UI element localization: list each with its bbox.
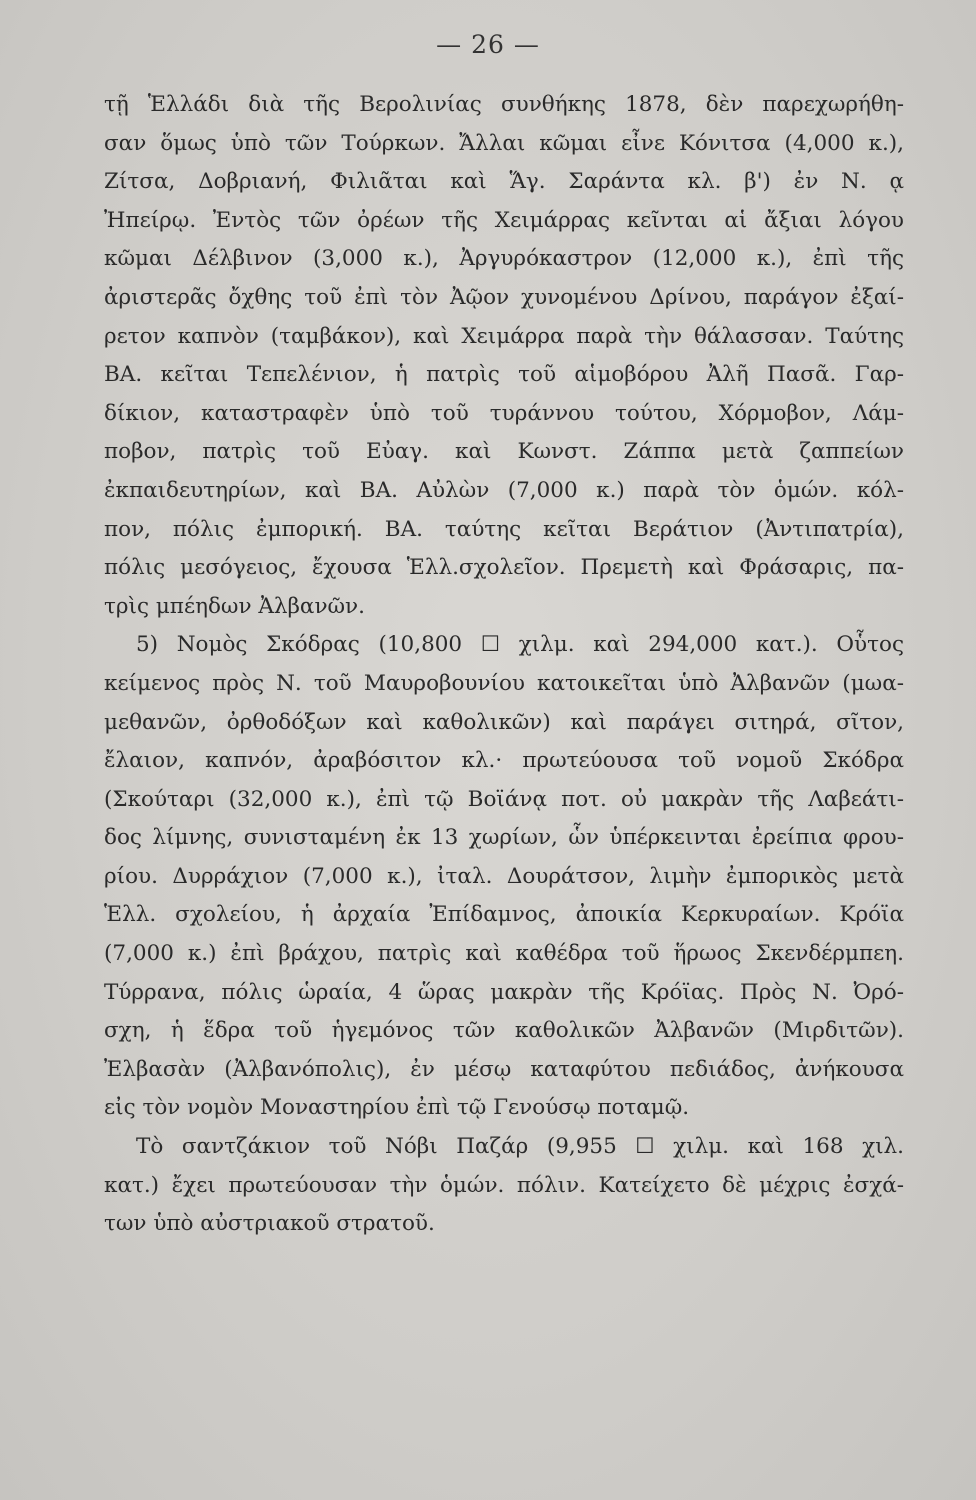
- text-line: τρὶς μπέηδων Ἀλβανῶν.: [104, 593, 365, 619]
- text-line: των ὑπὸ αὐστριακοῦ στρατοῦ.: [104, 1211, 435, 1237]
- text-line: κῶμαι Δέλβινον (3,000 κ.), Ἀργυρόκαστρον (12,000 κ.), ἐπὶ τῆς: [104, 246, 904, 272]
- text-line: Ζίτσα, Δοβριανή, Φιλιᾶται καὶ Ἅγ. Σαράντα κλ. β') ἐν Ν. ᾳ: [104, 169, 904, 195]
- body-text: [104, 86, 904, 1244]
- text-line: ρίου. Δυρράχιον (7,000 κ.), ἰταλ. Δουράτσον, λιμὴν ἐμπορικὸς μετὰ: [104, 863, 904, 889]
- text-line: πον, πόλις ἐμπορική. ΒΑ. ταύτης κεῖται Βεράτιον (Ἀντιπατρία),: [104, 516, 904, 542]
- text-line: ἀριστερᾶς ὄχθης τοῦ ἐπὶ τὸν Ἀῷον χυνομένου Δρίνου, παράγον ἐξαί-: [104, 284, 904, 310]
- text-line: κείμενος πρὸς Ν. τοῦ Μαυροβουνίου κατοικεῖται ὑπὸ Ἀλβανῶν (μωα-: [104, 670, 904, 696]
- text-line: σχη, ἡ ἕδρα τοῦ ἡγεμόνος τῶν καθολικῶν Ἀλβανῶν (Μιρδιτῶν).: [104, 1018, 904, 1044]
- text-line: δος λίμνης, συνισταμένη ἐκ 13 χωρίων, ὧν ὑπέρκεινται ἐρείπια φρου-: [104, 825, 904, 851]
- text-line: ἐκπαιδευτηρίων, καὶ ΒΑ. Αὐλὼν (7,000 κ.) παρὰ τὸν ὁμών. κόλ-: [104, 477, 904, 503]
- text-line: ΒΑ. κεῖται Τεπελένιον, ἡ πατρὶς τοῦ αἱμοβόρου Ἀλῆ Πασᾶ. Γαρ-: [104, 362, 904, 388]
- text-line: ἔλαιον, καπνόν, ἀραβόσιτον κλ.· πρωτεύουσα τοῦ νομοῦ Σκόδρα: [104, 748, 904, 774]
- text-line: κατ.) ἔχει πρωτεύουσαν τὴν ὁμών. πόλιν. Κατείχετο δὲ μέχρις ἐσχά-: [104, 1172, 904, 1198]
- text-line: δίκιον, καταστραφὲν ὑπὸ τοῦ τυράννου τούτου, Χόρμοβον, Λάμ-: [104, 400, 904, 426]
- text-line: Τὸ σαντζάκιον τοῦ Νόβι Παζάρ (9,955 ☐ χιλμ. καὶ 168 χιλ.: [136, 1134, 904, 1160]
- text-line: Ἠπείρῳ. Ἐντὸς τῶν ὀρέων τῆς Χειμάρρας κεῖνται αἱ ἄξιαι λόγου: [104, 207, 904, 233]
- text-line: (7,000 κ.) ἐπὶ βράχου, πατρὶς καὶ καθέδρα τοῦ ἥρωος Σκενδέρμπεη.: [104, 941, 904, 967]
- text-line: Τύρρανα, πόλις ὡραία, 4 ὥρας μακρὰν τῆς Κρόϊας. Πρὸς Ν. Ὀρό-: [104, 979, 904, 1005]
- text-line: 5) Νομὸς Σκόδρας (10,800 ☐ χιλμ. καὶ 294,000 κατ.). Οὗτος: [136, 632, 904, 658]
- text-line: σαν ὅμως ὑπὸ τῶν Τούρκων. Ἄλλαι κῶμαι εἶνε Κόνιτσα (4,000 κ.),: [104, 130, 904, 156]
- text-line: εἰς τὸν νομὸν Μοναστηρίου ἐπὶ τῷ Γενούσῳ ποταμῷ.: [104, 1095, 690, 1121]
- text-line: πόλις μεσόγειος, ἔχουσα Ἑλλ.σχολεῖον. Πρεμετὴ καὶ Φράσαρις, πα-: [104, 555, 904, 581]
- text-line: μεθανῶν, ὀρθοδόξων καὶ καθολικῶν) καὶ παράγει σιτηρά, σῖτον,: [104, 709, 904, 735]
- text-line: (Σκούταρι (32,000 κ.), ἐπὶ τῷ Βοϊάνᾳ ποτ. οὐ μακρὰν τῆς Λαβεάτι-: [104, 786, 904, 812]
- text-line: ποβον, πατρὶς τοῦ Εὐαγ. καὶ Κωνστ. Ζάππα μετὰ ζαππείων: [104, 439, 904, 465]
- text-line: ρετον καπνὸν (ταμβάκον), καὶ Χειμάρρα παρὰ τὴν θάλασσαν. Ταύτης: [104, 323, 904, 349]
- text-line: τῇ Ἑλλάδι διὰ τῆς Βερολινίας συνθήκης 1878, δὲν παρεχωρήθη-: [104, 92, 904, 117]
- text-line: Ἐλβασὰν (Ἀλβανόπολις), ἐν μέσῳ καταφύτου πεδιάδος, ἀνήκουσα: [104, 1056, 904, 1082]
- page-number: — 26 —: [436, 30, 540, 59]
- text-line: Ἑλλ. σχολείου, ἡ ἀρχαία Ἐπίδαμνος, ἀποικία Κερκυραίων. Κρόϊα: [104, 902, 904, 928]
